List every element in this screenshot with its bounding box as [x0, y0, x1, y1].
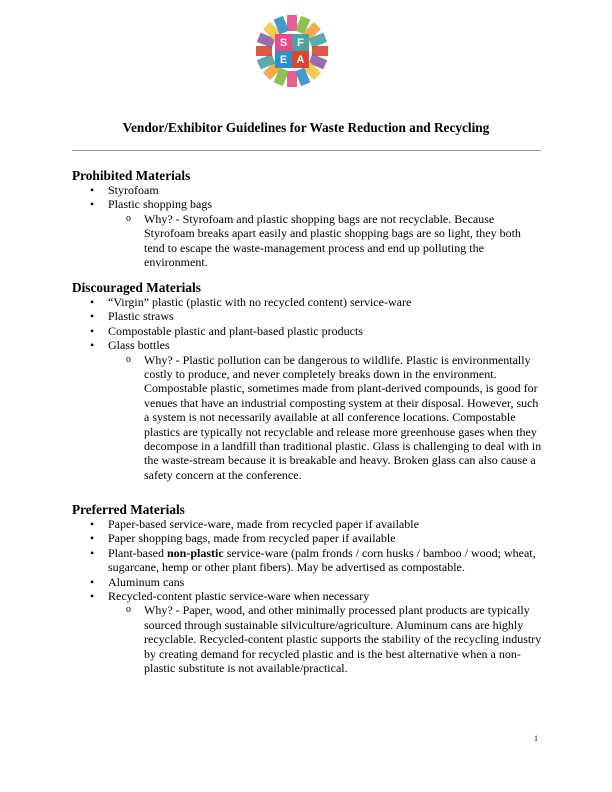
prohibited-why: o Why? - Styrofoam and plastic shopping bags are not recyclable. Because Styrofoam breaks apart easily and plastic shopping bags are so light, they both tend to escape the waste-management process and end up polluting the environment. — [72, 212, 542, 270]
section-preferred — [72, 502, 542, 675]
logo-letter-a: A — [296, 54, 305, 66]
preferred-list — [72, 517, 542, 603]
logo-petal — [256, 46, 272, 56]
list-item: • “Virgin” plastic (plastic with no recycled content) service-ware — [72, 295, 542, 309]
title-divider — [72, 150, 541, 151]
list-item: • Glass bottles — [72, 338, 542, 352]
section-heading-discouraged: Discouraged Materials — [72, 280, 201, 295]
emphasis-non-plastic: non-plastic — [167, 545, 224, 560]
list-item: • Paper-based service-ware, made from recycled paper if available — [72, 517, 542, 531]
preferred-why: o Why? - Paper, wood, and other minimally processed plant products are typically sourced through sustainable silviculture/agriculture. Aluminum cans are highly recyclable. Recycled-content plastic supports the stability of the recycling industry by creating demand for recycled plastic and is the best alternative when a non-plastic substitute is not available/practical. — [72, 603, 542, 675]
sfea-logo — [256, 13, 328, 89]
logo-petal — [287, 15, 297, 31]
list-item: • Aluminum cans — [72, 575, 542, 589]
logo-letter-s: S — [279, 37, 288, 49]
list-item: • Paper shopping bags, made from recycled paper if available — [72, 531, 542, 545]
logo-petal — [312, 46, 328, 56]
section-discouraged — [72, 280, 542, 482]
list-item: • Plastic straws — [72, 309, 542, 323]
page-title: Vendor/Exhibitor Guidelines for Waste Reduction and Recycling — [122, 120, 490, 135]
list-item: • Styrofoam — [72, 183, 542, 197]
list-item — [72, 546, 542, 575]
logo-petal — [287, 71, 297, 87]
list-item: • Plastic shopping bags — [72, 197, 542, 211]
logo-letter-e: E — [279, 54, 288, 66]
list-item: • Recycled-content plastic service-ware when necessary — [72, 589, 542, 603]
section-heading-prohibited: Prohibited Materials — [72, 168, 191, 183]
logo-petals — [256, 15, 328, 87]
page-number: 1 — [534, 734, 538, 743]
section-prohibited — [72, 168, 542, 269]
logo-letter-f: F — [297, 37, 304, 49]
list-item: • Compostable plastic and plant-based plastic products — [72, 324, 542, 338]
discouraged-list — [72, 295, 542, 353]
item-text: Plant-based — [108, 545, 167, 560]
discouraged-why: o Why? - Plastic pollution can be dangerous to wildlife. Plastic is environmentally costly to produce, and never completely breaks down in the environment. Compostable plastic, sometimes made from plant-derived compounds, is good for venues that have an industrial composting system at their disposal. However, such a system is not necessarily available at all conference locations. Compostable plastics are typically not recyclable and release more greenhouse gases when they decompose in a landfill than traditional plastic. Glass is challenging to deal with in the waste-stream because it is breakable and heavy. Broken glass can also cause a safety concern at the conference. — [72, 353, 542, 483]
section-heading-preferred: Preferred Materials — [72, 502, 185, 517]
prohibited-list — [72, 183, 542, 212]
item-text: service-ware (palm fronds / corn husks / bamboo / wood; wheat, sugarcane, hemp or other plant fibers). May be advertised as compostable. — [108, 545, 536, 575]
